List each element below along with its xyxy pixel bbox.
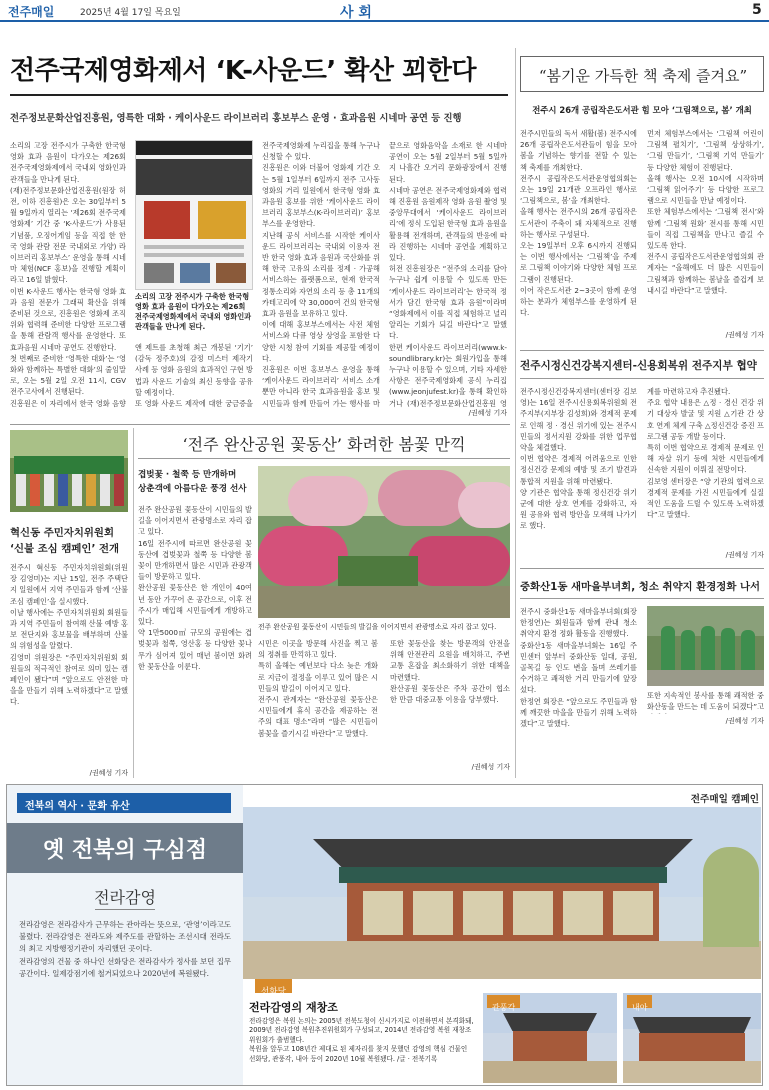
junghwasan-article — [520, 570, 764, 780]
website-screenshot — [135, 140, 253, 290]
welfare-title: 전주시정신건강복지센터-신용회복위 전주지부 협약 — [520, 360, 757, 372]
heritage-site-name: 전라감영 — [94, 888, 156, 907]
junghwasan-photo — [647, 606, 764, 686]
photo-tag-inset1-text: 관풍각 — [492, 1003, 516, 1012]
book-byline: /권혜성 기자 — [725, 331, 764, 339]
campaign-label: 전주매일 캠페인 — [690, 794, 759, 805]
park-col3: 또한 꽃동산을 찾는 방문객의 안전을 위해 안전관리 요원을 배치하고, 주변 교통 혼잡을 최소화하기 위한 대책을 마련했다. 완산공원 꽃동산은 주차 공간이 협소한 만큼 대중교통 이용을 당부했다. — [390, 639, 510, 705]
heritage-title: 옛 전북의 구심점 — [42, 837, 208, 863]
photo-tag-inset2 — [627, 995, 652, 1012]
welfare-article — [520, 352, 764, 567]
welfare-byline: /권혜성 기자 — [725, 551, 764, 559]
park-article — [138, 426, 510, 780]
lead-col2: 앤 제트를 초청해 최근 개봉된 ‘기기’ (감독 정주호)의 감정 미스터 제작기 사례 등 영화 음원의 효과적인 구현 방법과 사운드 기술의 최신 동향을 공유할 예정이다. 또 영화 사운드 제작에 대한 궁금증을 — [135, 343, 253, 408]
lead-photo-caption: 소리의 고장 전주시가 구축한 한국형 영화 효과 음원이 다가오는 제26회 전주국제영화제에서 국내외 영화인과 관객들을 만나게 된다. — [135, 292, 252, 331]
park-photo-caption: 전주 완산공원 꽃동산이 시민들의 발길을 이어지면서 관광명소로 자리 잡고 있다. — [258, 623, 497, 631]
welfare-col1: 전주시정신건강복지센터(센터장 김보영)는 16일 전주시신용회복위원회 전주지부(지부장 김성희)와 경제적 문제로 인해 정 · 경신 위기에 있는 전주시민들의 정서지원 강화를 위한 업무협약을 체결했다. 이번 협약은 경제적 어려움으로 인한 정신건강 문제의 예방 및 조기 발견과 통합적 지원을 위해 마련됐다. 양 기관은 협약을 통해 정신건강 위기군에 대한 상호 연계를 강화하고, 자원 공유와 협력 방안을 모색해 나가기로 했다. — [520, 387, 637, 531]
junghwasan-title: 중화산1동 새마을부녀회, 청소 취약지 환경정화 나서 — [520, 581, 761, 593]
book-subtitle: 전주시 26개 공립작은도서관 힘 모아 ‘그림책으로, 봄’ 개최 — [532, 105, 752, 115]
park-rule — [138, 458, 510, 459]
photo-tag-main-text: 선화당 — [261, 986, 286, 996]
gwanpunggak-photo — [483, 993, 617, 1083]
park-byline: /권혜성 기자 — [471, 763, 510, 771]
park-title: ‘전주 완산공원 꽃동산’ 화려한 봄꽃 만끽 — [182, 435, 466, 454]
book-title-box — [520, 56, 764, 92]
divider-book — [520, 350, 764, 351]
lead-article — [0, 22, 510, 422]
park-photo — [258, 466, 510, 618]
lead-byline: /권혜성 기자 — [468, 409, 507, 417]
hyeokshin-article — [10, 428, 128, 780]
welfare-col2: 계를 마련하고자 추진됐다. 주요 협약 내용은 △정 · 경신 건강 위기 대상자 발굴 및 지원 △기관 간 상호 연계 체계 구축 △정신건강 증진 프로그램 공동 개발 등이다. 특히 이번 협약으로 경제적 문제로 인해 자살 위기 등에 처한 시민들에게 신속한 지원이 이뤄질 전망이다. 김보영 센터장은 “양 기관의 협력으로 경제적 문제를 가진 시민들에게 실질적인 도움을 드릴 수 있도록 노력하겠다”고 말했다. — [647, 387, 764, 520]
lead-col4: 끝으로 영화음악을 소재로 한 시네마 공연이 오는 5월 2일부터 5월 5일까지 나흘간 오거리 문화광장에서 진행된다. 시네마 공연은 전주국제영화제와 협력해 진흥원 음원제작 영화 음원 촬영 및 중앙무대에서 ‘케이사운드 라이브러리’에 정식 도입된 한국형 효과 음원을 활용해 전개하며, 관객들의 반응에 따라 진행하는 시네마 공연을 계획하고 있다. 허전 진흥원장은 “전주의 소리를 담아 누구나 쉽게 이용할 수 있도록 만든 ‘케이사운드 라이브러리’는 한국적 정서가 담긴 한국형 효과 음원”이라며 “영화제에서 이를 직접 체험하고 널리 알리는 기회가 되길 바란다”고 말했다. 한편 케이사운드 라이브러리(www.k-soundlibrary.kr)는 회원가입을 통해 누구나 이용할 수 있으며, 기타 자세한 사항은 전주국제영화제 공식 누리집(www.jeonjufest.kr)을 통해 확인하거나 (재)전주정보문화산업진흥원 영 — [389, 141, 507, 408]
park-body1: 전주 완산공원 꽃동산이 시민들의 발길을 이어지면서 관광명소로 자리 잡고 있다. 16일 전주시에 따르면 완산공원 꽃동산에 겹벚꽃과 철쭉 등 다양한 봄꽃이 만개하면서 많은 시민과 관광객들이 방문하고 있다. 완산공원 꽃동산은 한 개인이 40여 년 동안 가꾸어 온 공간으로, 이후 전주시가 매입해 시민들에게 개방하고 있다. 약 1만5000㎡ 규모의 공원에는 겹벚꽃과 철쭉, 영산홍 등 다양한 꽃나무가 심어져 있어 매년 봄이면 화려한 꽃동산을 이룬다. — [138, 505, 252, 671]
seonhwadang-photo — [243, 807, 761, 979]
photo-tag-main — [255, 979, 292, 996]
lead-col1: 소리의 고장 전주시가 구축한 한국형 영화 효과 음원이 다가오는 제26회 전주국제영화제에서 국내외 영화인과 관객들을 만나게 된다. (재)전주정보문화산업진흥원(원장 허전, 이하 진흥원)은 오는 30일부터 5월 9일까지 열리는 ‘제26회 전주국제영화제’ 기간 중 ‘K-사운드’가 사용된 기념품, 오징어게임 등을 직접 한 한국 영화 관람 전문 국내외로 가양) 라이브러리 홍보부스’ 운영을 통해 시네마 체험(NCF 홍보)을 진행할 계획이라고 16일 밝혔다. 이번 K-사운드 행사는 한국형 영화 효과 음원 전문가 그래픽 확산을 위해 준비된 것으로, 진흥원은 영화제 조직위와 협력해 준비한 다양한 프로그램을 통해 관람객 행사를 운영한다. 또 효과음원 시네마 공연도 진행한다. 첫 번째로 준비한 ‘영특한 대화’는 ‘영화와 함께하는 특별한 대화’의 줄임말로, 오는 5월 2일 오전 11시, CGV 전주고사에서 진행된다. 진흥원은 이 자리에서 한국 영화 음향 — [10, 141, 126, 408]
heritage-feature — [6, 784, 763, 1086]
book-col1: 전주시민들의 독서 새활(봄) 전주시에 26개 공립작은도서관들이 힘을 모아 봄을 기념하는 향기를 전할 수 있는 책 축제를 개최한다. 전주시 공립작은도서관운영협의회는 오는 19일 21개관 오프라인 행사로 ‘그림책으로, 봄’을 개최한다. 올해 행사는 전주시의 26개 공립작은도서관이 주축이 돼 자체적으로 진행하는 행사로 구성된다. 오는 19일부터 오후 6시까지 진행되는 이번 행사에서는 ‘그림책’을 주제로 그림책 이야기와 다양한 체험 프로그램이 진행된다. 이어 작은도서관 2~3곳이 함께 운영하는 분과가 체험부스를 운영하게 된다. — [520, 129, 637, 318]
junghwasan-col1: 전주시 중화산1동 새마을부녀회(회장 한정연)는 회원들과 함께 관내 청소 취약지 환경 정화 활동을 진행했다. 중화산1동 새마을부녀회는 16일 주민센터 앞부터 중화산동 일대, 공원, 골목길 등 인도 변을 돌며 쓰레기를 수거하고 쾌적한 거리 만들기에 앞장섰다. 한정연 회장은 “앞으로도 주민들과 함께 깨끗한 마을을 만들기 위해 노력하겠다”고 말했다. — [520, 607, 637, 729]
hyeokshin-photo — [10, 430, 128, 512]
heritage-label: 전북의 역사 · 문화 유산 — [25, 801, 130, 812]
junghwasan-rule — [520, 598, 764, 599]
section-name: 사 회 — [340, 5, 372, 21]
junghwasan-byline: /권혜성 기자 — [725, 717, 764, 725]
lead-title: 전주국제영화제서 ‘K-사운드’ 확산 꾀한다 — [10, 56, 476, 86]
heritage-intro: 전라감영은 전라감사가 근무하는 관아라는 뜻으로, ‘관영’이라고도 불렸다. 전라감영은 전라도와 제주도를 관할하는 조선시대 전라도의 최고 지방행정기관이 자리했던 곳이다. 전라감영의 건물 중 하나인 선화당은 전라감사가 정사를 보던 집무공간이다. 일제강점기에 철거되었으나 2020년에 복원됐다. — [19, 920, 231, 978]
column-divider — [515, 48, 516, 778]
divider-welfare — [520, 568, 764, 569]
issue-date: 2025년 4월 17일 목요일 — [80, 8, 181, 18]
heritage-caption: 전라감영은 복원 논의는 2005년 전북도청이 신시가지로 이전하면서 본격화돼, 2009년 전라감영 복원추진위원회가 구성되고, 2014년 전라감영 복원 재창조위원회가 출범했다. 복원을 앞두고 108년간 제대로 된 제자리를 찾지 못했던 감영의 핵심 건물인 선화당, 관풍각, 내아 등이 2020년 10월 복원됐다. /글 · 전북기록 — [249, 1017, 474, 1063]
book-title: “봄기운 가득한 책 축제 즐겨요” — [538, 67, 748, 85]
book-col2: 먼저 체험부스에서는 ‘그림책 어린이 그림책 펼치기’, ‘그림책 상상하기’, ‘그림 만들기’, ‘그림책 기억 만들기’ 등 다양한 체험이 진행된다. 올해 행사는 오전 10시에 시작하며 ‘그림책 읽어주기’ 등 다양한 프로그램으로 시민들을 만날 예정이다. 또한 체험부스에서는 ‘그림책 전시’와 함께 ‘그림책 원화’ 전시를 통해 시민들이 직접 그림책을 만나고 즐길 수 있도록 한다. 전주시 공립작은도서관운영협의회 관계자는 “올해에도 더 많은 시민들이 그림책과 함께하는 봄날을 즐겁게 보내시길 바란다”고 말했다. — [647, 129, 764, 295]
lead-rule — [10, 94, 508, 96]
paper-name: 전주매일 — [8, 5, 55, 19]
hyeokshin-body: 전주시 혁신동 주민자치위원회(위원장 김영미)는 지난 15일, 전주 주택단지 일원에서 지역 주민들과 함께 ‘산불 조심 캠페인’을 실시했다. 이날 행사에는 주민자치위원회 회원들과 지역 주민들이 참여해 산불 예방 홍보 전단지와 홍보물을 배부하며 산불의 위험성을 알렸다. 김영미 위원장은 “주민자치위원회 회원들의 적극적인 참여로 의미 있는 캠페인이 됐다”며 “앞으로도 안전한 마을을 만들기 위해 노력하겠다”고 말했다. — [10, 563, 128, 707]
heritage-site-rule — [95, 909, 155, 910]
heritage-caption-box — [243, 995, 479, 1085]
masthead — [0, 0, 769, 22]
lead-col3: 전주국제영화제 누리집을 통해 누구나 신청할 수 있다. 진흥원은 이와 더불어 영화제 기간 오는 5월 1일부터 6일까지 전주 고사동 영화의 거리 일원에서 한국형 영화 효과음원 홍보를 위한 ‘케이사운드 라이브러리 홍보부스(K-라이브러리)’ 홍보부스를 운영한다. 지난해 공식 서비스를 시작한 케이사운드 라이브러리는 국내외 이용자 전반 한국 영화 효과 음원과 국산화를 위해 한국 고유의 소리를 정제 · 가공해 서비스하는 플랫폼으로, 현재 한국적 정통소리와 자연의 소리 등 총 11개의 카테고리에 약 30,000여 건의 한국형 효과 음원을 보유하고 있다. 이에 대해 홍보부스에서는 사전 체험 서비스와 다큐 영상 상영을 포함한 다양한 시청 참여 기회를 제공할 예정이다. 진흥원은 이번 홍보부스 운영을 통해 ‘케이사운드 라이브러리’ 서비스 소개 뿐만 아니라 한국 효과음원을 홍보 및 시민들과 함께 만들어 가는 행사를 마 — [262, 141, 380, 408]
heritage-title-bar — [7, 823, 243, 873]
park-sub1: 겹벚꽃 · 철쭉 등 만개하며 — [138, 470, 237, 480]
divider-lead — [10, 424, 510, 425]
heritage-caption-title: 전라감영의 재창조 — [249, 1001, 338, 1014]
park-sub2: 상춘객에 아름다운 풍경 선사 — [138, 484, 247, 494]
welfare-rule — [520, 378, 764, 379]
photo-tag-inset2-text: 내아 — [632, 1003, 648, 1012]
junghwasan-col2: 또한 지속적인 봉사를 통해 쾌적한 중화산동을 만드는 데 도움이 되겠다”고 — [647, 691, 764, 712]
hyeokshin-byline: /권혜성 기자 — [89, 769, 128, 777]
naea-photo — [623, 993, 761, 1083]
heritage-label-box — [17, 793, 231, 813]
park-col2: 시민은 이곳을 방문해 사진을 찍고 봄의 정취를 만끽하고 있다. 특히 올해는 예년보다 다소 늦은 개화로 지금이 절정을 이루고 있어 많은 시민들의 발길이 이어지고 있다. 전주시 관계자는 “완산공원 꽃동산은 시민들에게 휴식 공간을 제공하는 전주의 대표 명소”라며 “많은 시민들이 봄꽃을 즐기시길 바란다”고 말했다. — [258, 639, 378, 738]
page-number: 5 — [752, 2, 762, 18]
book-festival-article — [520, 48, 764, 348]
hyeokshin-title2: ‘신불 조심 캠페인’ 전개 — [10, 543, 120, 555]
hyeokshin-title1: 혁신동 주민자치위원회 — [10, 527, 114, 539]
photo-tag-inset1 — [487, 995, 520, 1012]
heritage-sidebar — [7, 785, 243, 1085]
lead-subtitle: 전주정보문화산업진흥원, 영특한 대화 · 케이사운드 라이브러리 홍보부스 운영 · 효과음원 시네마 공연 등 진행 — [10, 113, 462, 124]
divider-hyeokshin — [133, 428, 134, 778]
